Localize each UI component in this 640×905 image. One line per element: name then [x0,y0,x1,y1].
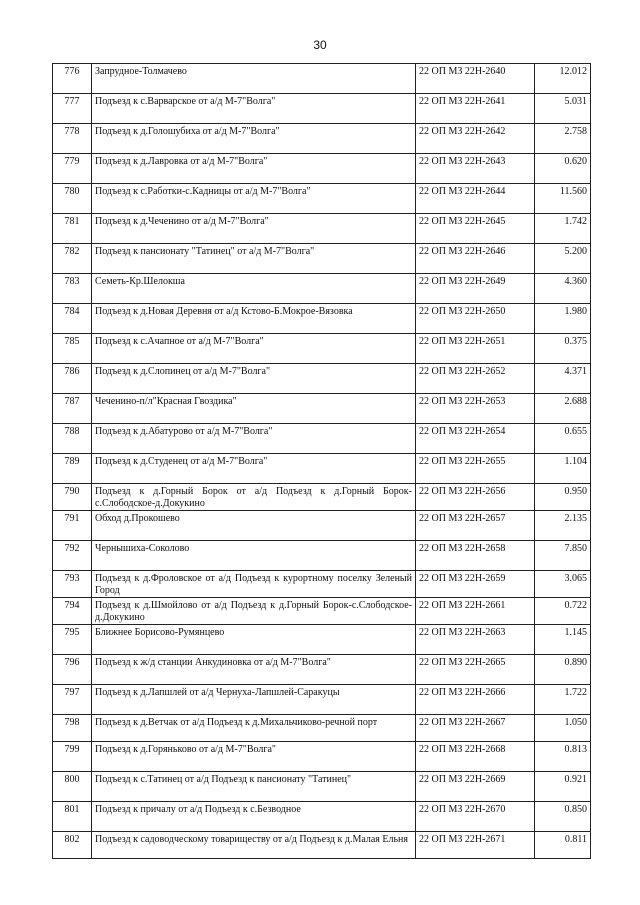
road-length: 0.813 [535,742,591,772]
road-code: 22 ОП МЗ 22Н-2650 [416,304,535,334]
table-row [53,541,591,571]
road-length: 0.950 [535,484,591,511]
row-number: 787 [53,394,92,424]
row-number: 794 [53,598,92,625]
table-row [53,571,591,598]
road-name: Обход д.Прокошево [92,511,416,541]
table-row [53,244,591,274]
row-number: 801 [53,802,92,832]
table-row [53,685,591,715]
table-row [53,184,591,214]
table-row [53,364,591,394]
road-name: Подъезд к д.Лапшлей от а/д Чернуха-Лапшлей-Саракуцы [92,685,416,715]
row-number: 777 [53,94,92,124]
road-name: Подъезд к д.Слопинец от а/д М-7"Волга" [92,364,416,394]
road-length: 3.065 [535,571,591,598]
road-name: Подъезд к причалу от а/д Подъезд к с.Безводное [92,802,416,832]
road-name: Подъезд к д.Абатурово от а/д М-7"Волга" [92,424,416,454]
road-name: Подъезд к пансионату "Татинец" от а/д М-7"Волга" [92,244,416,274]
road-name: Ближнее Борисово-Румянцево [92,625,416,655]
row-number: 800 [53,772,92,802]
road-length: 5.200 [535,244,591,274]
road-name: Подъезд к д.Ветчак от а/д Подъезд к д.Михальчиково-речной порт [92,715,416,742]
road-code: 22 ОП МЗ 22Н-2663 [416,625,535,655]
road-length: 1.145 [535,625,591,655]
road-code: 22 ОП МЗ 22Н-2670 [416,802,535,832]
road-name: Подъезд к с.Татинец от а/д Подъезд к пансионату "Татинец" [92,772,416,802]
road-code: 22 ОП МЗ 22Н-2657 [416,511,535,541]
road-name: Подъезд к д.Студенец от а/д М-7"Волга" [92,454,416,484]
row-number: 795 [53,625,92,655]
row-number: 797 [53,685,92,715]
road-name: Подъезд к с.Работки-с.Кадницы от а/д М-7"Волга" [92,184,416,214]
road-name: Чеченино-п/л"Красная Гвоздика" [92,394,416,424]
road-code: 22 ОП МЗ 22Н-2653 [416,394,535,424]
road-code: 22 ОП МЗ 22Н-2656 [416,484,535,511]
road-length: 2.688 [535,394,591,424]
road-code: 22 ОП МЗ 22Н-2655 [416,454,535,484]
road-code: 22 ОП МЗ 22Н-2661 [416,598,535,625]
road-code: 22 ОП МЗ 22Н-2659 [416,571,535,598]
table-row [53,334,591,364]
row-number: 779 [53,154,92,184]
road-name: Подъезд к д.Шмойлово от а/д Подъезд к д.Горный Борок-с.Слободское-д.Докукино [92,598,416,625]
table-row [53,772,591,802]
table-row [53,511,591,541]
road-name: Запрудное-Толмачево [92,64,416,94]
road-length: 1.742 [535,214,591,244]
table-row [53,655,591,685]
road-length: 12.012 [535,64,591,94]
row-number: 785 [53,334,92,364]
road-length: 0.890 [535,655,591,685]
road-name: Подъезд к садоводческому товариществу от а/д Подъезд к д.Малая Ельня [92,832,416,859]
table-row [53,424,591,454]
roads-table [52,63,591,859]
page-number: 30 [313,38,327,52]
road-length: 0.921 [535,772,591,802]
table-row [53,484,591,511]
row-number: 780 [53,184,92,214]
table-row [53,625,591,655]
row-number: 783 [53,274,92,304]
road-code: 22 ОП МЗ 22Н-2640 [416,64,535,94]
roads-table-body [53,64,591,859]
table-row [53,394,591,424]
road-length: 0.655 [535,424,591,454]
road-name: Подъезд к д.Новая Деревня от а/д Кстово-Б.Мокрое-Вязовка [92,304,416,334]
road-length: 2.758 [535,124,591,154]
road-length: 0.620 [535,154,591,184]
table-row [53,64,591,94]
road-name: Подъезд к д.Горяньково от а/д М-7"Волга" [92,742,416,772]
road-name: Подъезд к д.Голошубиха от а/д М-7"Волга" [92,124,416,154]
row-number: 789 [53,454,92,484]
row-number: 792 [53,541,92,571]
row-number: 786 [53,364,92,394]
row-number: 784 [53,304,92,334]
road-code: 22 ОП МЗ 22Н-2666 [416,685,535,715]
road-code: 22 ОП МЗ 22Н-2669 [416,772,535,802]
road-length: 0.811 [535,832,591,859]
table-row [53,154,591,184]
table-row [53,94,591,124]
row-number: 788 [53,424,92,454]
road-length: 1.980 [535,304,591,334]
row-number: 802 [53,832,92,859]
table-row [53,715,591,742]
road-code: 22 ОП МЗ 22Н-2658 [416,541,535,571]
road-code: 22 ОП МЗ 22Н-2646 [416,244,535,274]
road-name: Чернышиха-Соколово [92,541,416,571]
road-code: 22 ОП МЗ 22Н-2652 [416,364,535,394]
row-number: 798 [53,715,92,742]
road-length: 1.050 [535,715,591,742]
row-number: 799 [53,742,92,772]
table-row [53,832,591,859]
road-name: Подъезд к с.Ачапное от а/д М-7"Волга" [92,334,416,364]
table-row [53,304,591,334]
road-code: 22 ОП МЗ 22Н-2654 [416,424,535,454]
table-row [53,124,591,154]
row-number: 781 [53,214,92,244]
road-name: Подъезд к д.Чеченино от а/д М-7"Волга" [92,214,416,244]
table-row [53,598,591,625]
road-code: 22 ОП МЗ 22Н-2642 [416,124,535,154]
table-row [53,454,591,484]
road-code: 22 ОП МЗ 22Н-2671 [416,832,535,859]
road-code: 22 ОП МЗ 22Н-2645 [416,214,535,244]
road-length: 1.722 [535,685,591,715]
table-row [53,274,591,304]
road-name: Подъезд к с.Варварское от а/д М-7"Волга" [92,94,416,124]
road-length: 4.371 [535,364,591,394]
road-name: Подъезд к ж/д станции Анкудиновка от а/д М-7"Волга" [92,655,416,685]
table-row [53,802,591,832]
row-number: 776 [53,64,92,94]
table-row [53,742,591,772]
road-code: 22 ОП МЗ 22Н-2643 [416,154,535,184]
road-length: 5.031 [535,94,591,124]
row-number: 782 [53,244,92,274]
row-number: 791 [53,511,92,541]
row-number: 778 [53,124,92,154]
row-number: 790 [53,484,92,511]
road-name: Семеть-Кр.Шелокша [92,274,416,304]
road-code: 22 ОП МЗ 22Н-2668 [416,742,535,772]
road-length: 7.850 [535,541,591,571]
road-code: 22 ОП МЗ 22Н-2667 [416,715,535,742]
road-code: 22 ОП МЗ 22Н-2665 [416,655,535,685]
road-code: 22 ОП МЗ 22Н-2644 [416,184,535,214]
road-length: 0.375 [535,334,591,364]
row-number: 796 [53,655,92,685]
road-code: 22 ОП МЗ 22Н-2651 [416,334,535,364]
table-row [53,214,591,244]
road-length: 2.135 [535,511,591,541]
road-code: 22 ОП МЗ 22Н-2641 [416,94,535,124]
road-length: 0.850 [535,802,591,832]
road-length: 1.104 [535,454,591,484]
road-code: 22 ОП МЗ 22Н-2649 [416,274,535,304]
road-length: 4.360 [535,274,591,304]
road-name: Подъезд к д.Лавровка от а/д М-7"Волга" [92,154,416,184]
row-number: 793 [53,571,92,598]
road-length: 11.560 [535,184,591,214]
road-name: Подъезд к д.Фроловское от а/д Подъезд к курортному поселку Зеленый Город [92,571,416,598]
road-name: Подъезд к д.Горный Борок от а/д Подъезд к д.Горный Борок-с.Слободское-д.Докукино [92,484,416,511]
road-length: 0.722 [535,598,591,625]
